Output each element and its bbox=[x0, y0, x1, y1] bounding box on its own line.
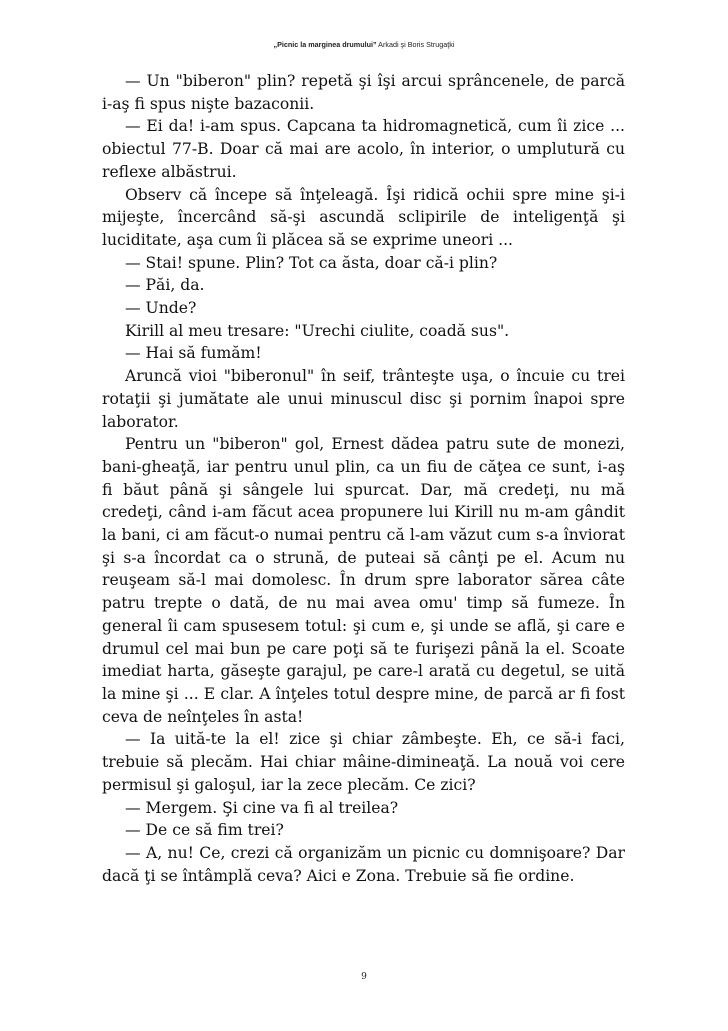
paragraph: Pentru un "biberon" gol, Ernest dădea patru sute de monezi, bani-gheaţă, iar pentru unul plin, ca un fiu de căţea ce sunt, i-aş fi băut până şi sângele lui spurcat. Dar, mă credeţi, nu mă credeţi, când i-am făcut acea propunere lui Kirill nu m-am gândit la bani, ci am făcut-o numai pentru că l-am văzut cum s-a înviorat şi s-a încordat ca o strună, de puteai să cânţi pe el. Acum nu reuşeam să-l mai domolesc. În drum spre laborator sărea câte patru trepte o dată, de nu mai avea omu' timp să fumeze. În general îi cam spusesem totul: şi cum e, şi unde se află, şi care e drumul cel mai bun pe care poţi să te furişezi până la el. Scoate imediat harta, găseşte garajul, pe care-l arată cu degetul, se uită la mine şi ... E clar. A înţeles totul despre mine, de parcă ar fi fost ceva de neînţeles în asta! bbox=[102, 435, 625, 726]
paragraph: — Mergem. Şi cine va fi al treilea? bbox=[125, 798, 399, 817]
paragraph: — Hai să fumăm! bbox=[125, 344, 262, 363]
header-title: „Picnic la marginea drumului” bbox=[273, 40, 377, 49]
paragraph: — Unde? bbox=[125, 299, 197, 318]
body-text bbox=[102, 70, 625, 887]
paragraph: — Stai! spune. Plin? Tot ca ăsta, doar că-i plin? bbox=[125, 253, 498, 272]
paragraph: — Ia uită-te la el! zice şi chiar zâmbeşte. Eh, ce să-i faci, trebuie să plecăm. Hai chiar mâine-dimineaţă. La nouă voi cere permisul şi galoşul, iar la zece plecăm. Ce zici? bbox=[102, 730, 625, 794]
running-header bbox=[0, 40, 728, 49]
paragraph: — A, nu! Ce, crezi că organizăm un picnic cu domnişoare? Dar dacă ţi se întâmplă ceva? Aici e Zona. Trebuie să fie ordine. bbox=[102, 843, 625, 885]
paragraph: — De ce să fim trei? bbox=[125, 821, 284, 840]
paragraph: — Păi, da. bbox=[125, 276, 205, 295]
header-authors: Arkadi şi Boris Strugaţki bbox=[378, 40, 455, 49]
paragraph: Kirill al meu tresare: "Urechi ciulite, coadă sus". bbox=[125, 321, 510, 340]
paragraph: — Un "biberon" plin? repetă şi îşi arcui sprâncenele, de parcă i-aş fi spus nişte bazaconii. bbox=[102, 72, 625, 113]
paragraph: Aruncă vioi "biberonul" în seif, trânteşte uşa, o încuie cu trei rotaţii şi jumătate ale unui minuscul disc şi pornim înapoi spre laborator. bbox=[102, 367, 625, 431]
paragraph: — Ei da! i-am spus. Capcana ta hidromagnetică, cum îi zice ... obiectul 77-B. Doar că mai are acolo, în interior, o umplutură cu reflexe albăstrui. bbox=[102, 117, 625, 181]
paragraph: Observ că începe să înţeleagă. Îşi ridică ochii spre mine şi-i mijeşte, încercând să-şi ascundă sclipirile de inteligenţă şi luciditate, aşa cum îi plăcea să se exprime uneori ... bbox=[102, 185, 625, 249]
page-number: 9 bbox=[361, 972, 367, 982]
